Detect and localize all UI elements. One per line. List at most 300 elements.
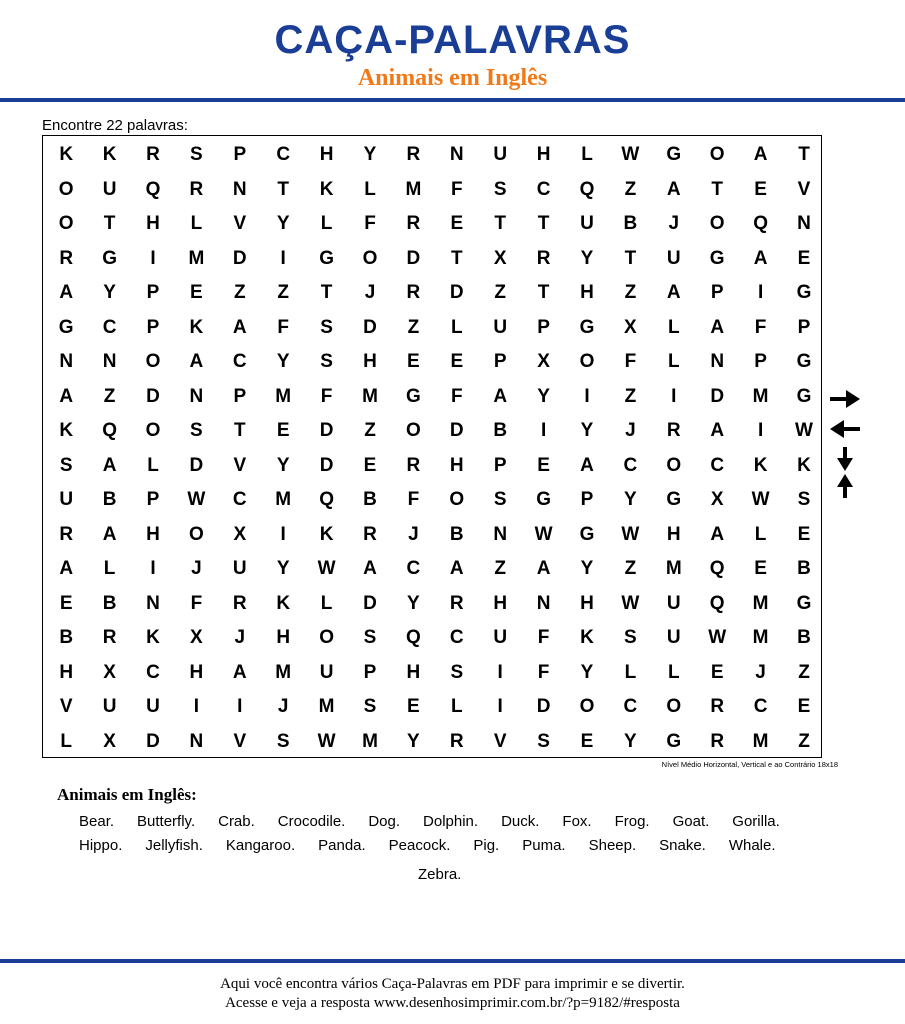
grid-cell: D [319,420,334,441]
grid-cell: K [146,627,160,648]
grid-cell: Q [319,489,334,510]
grid-cell: I [757,420,764,441]
grid-cell: S [190,420,203,441]
grid-cell: Y [103,282,116,303]
grid-cell: Z [624,178,637,200]
grid-cell: N [797,213,811,234]
grid-cell: S [190,144,203,165]
grid-cell: A [710,420,725,441]
grid-cell: Z [494,282,506,303]
grid-cell: B [493,420,508,441]
grid-cell: H [536,144,551,165]
grid-cell: E [407,696,420,717]
word-list-title: Animais em Inglês: [57,785,197,804]
grid-cell: Q [405,627,421,648]
grid-cell: K [580,627,594,648]
grid-cell: Z [364,420,376,441]
grid-row [43,551,821,586]
grid-cell: T [320,282,333,303]
grid-cell: N [59,351,74,372]
grid-cell: G [405,385,421,407]
grid-cell: I [150,558,156,579]
grid-cell: U [493,316,508,338]
grid-cell: L [320,213,333,234]
grid-cell: F [754,316,767,338]
grid-cell: Q [753,213,768,234]
grid-cell: P [493,351,507,372]
grid-cell: X [493,247,507,269]
grid-cell: H [189,661,204,683]
header-divider [0,98,905,102]
grid-cell: Z [233,282,246,303]
grid-cell: Z [494,558,506,579]
grid-cell: F [450,178,463,200]
grid-cell: J [364,282,376,303]
grid-cell: I [497,696,503,717]
grid-cell: O [145,351,161,372]
grid-cell: Q [579,178,595,200]
word-list-item: Panda. [318,837,366,854]
grid-cell: C [536,178,551,200]
grid-cell: T [798,144,810,165]
grid-cell: Y [276,351,290,372]
grid-cell: P [710,282,724,303]
grid-cell: G [666,489,682,510]
grid-cell: R [449,730,464,752]
grid-cell: E [797,247,811,269]
grid-cell: R [102,627,117,648]
grid-cell: J [277,696,289,717]
grid-cell: L [450,316,463,338]
grid-cell: H [580,282,594,303]
grid-cell: G [58,316,74,338]
grid-cell: H [580,592,594,614]
arrow-up-icon [828,473,862,499]
grid-cell: N [536,592,551,614]
grid-cell: N [232,178,247,200]
grid-cell: Q [709,558,725,579]
grid-cell: K [797,454,811,476]
grid-cell: W [751,489,770,510]
grid-cell: A [710,316,725,338]
grid-cell: L [581,144,593,165]
grid-cell: M [275,661,292,683]
grid-cell: A [363,558,377,579]
arrow-right-icon [828,388,862,410]
grid-cell: H [493,592,508,614]
grid-cell: D [189,454,204,476]
grid-cell: M [665,558,682,579]
grid-cell: S [624,627,637,648]
grid-row [43,517,821,552]
grid-cell: T [494,213,506,234]
grid-cell: O [405,420,421,441]
grid-cell: D [146,730,160,752]
grid-cell: U [146,696,160,717]
grid-cell: F [190,592,203,614]
grid-cell: R [536,247,551,269]
grid-cell: M [362,385,378,407]
grid-cell: L [364,178,376,200]
grid-cell: G [102,247,117,269]
grid-cell: W [621,523,640,545]
grid-row [43,137,821,172]
grid-cell: T [277,178,289,200]
word-list-item: Butterfly. [137,813,196,830]
grid-cell: S [537,730,550,752]
grid-cell: F [320,385,333,407]
grid-cell: E [59,592,73,614]
grid-cell: S [363,627,377,648]
grid-cell: M [752,592,769,614]
grid-cell: F [450,385,463,407]
grid-cell: M [275,489,292,510]
grid-cell: C [623,454,638,476]
grid-cell: T [624,247,637,269]
grid-cell: G [666,730,682,752]
word-list-item: Dolphin. [423,813,479,830]
word-list-item: Puma. [522,837,566,854]
grid-cell: O [58,178,74,200]
footer-text: Aqui você encontra vários Caça-Palavras em PDF para imprimir e se divertir. [220,976,685,992]
grid-cell: A [666,282,681,303]
grid-cell: P [580,489,594,510]
level-note: Nível Médio Horizontal, Vertical e ao Contrário 18x18 [661,760,838,769]
grid-cell: L [667,316,680,338]
grid-cell: J [755,661,766,683]
grid-cell: V [233,730,247,752]
grid-cell: E [276,420,290,441]
grid-cell: L [450,696,463,717]
grid-cell: O [579,696,595,717]
grid-cell: E [363,454,377,476]
grid-cell: S [276,730,290,752]
grid-cell: P [233,385,247,407]
grid-cell: C [232,351,247,372]
grid-cell: A [59,282,74,303]
grid-cell: O [449,489,465,510]
grid-cell: F [537,627,550,648]
grid-cell: L [103,558,116,579]
grid-cell: U [666,592,681,614]
arrow-left-icon [828,418,862,440]
grid-cell: R [59,523,74,545]
grid-cell: W [621,144,640,165]
grid-cell: R [363,523,377,545]
grid-cell: M [752,730,769,752]
grid-cell: P [146,282,160,303]
grid-cell: G [796,592,812,614]
word-list-item: Frog. [614,813,650,830]
grid-cell: E [754,558,767,579]
word-list-item: Sheep. [588,837,637,854]
grid-cell: D [232,247,247,269]
grid-cell: O [709,144,725,165]
grid-cell: Z [407,316,420,338]
grid-cell: B [363,489,377,510]
grid-cell: A [449,558,464,579]
grid-cell: X [710,489,724,510]
grid-cell: Y [276,213,290,234]
grid-cell: G [796,385,812,407]
grid-cell: R [406,282,421,303]
footer-divider [0,959,905,963]
word-list-item: Goat. [672,813,710,830]
grid-cell: R [666,420,681,441]
grid-cell: S [320,316,333,338]
grid-cell: J [668,213,680,234]
letter-grid [42,135,822,758]
grid-cell: H [59,661,74,683]
grid-cell: D [363,592,377,614]
grid-cell: M [362,730,378,752]
word-list-item: Bear. [79,813,115,830]
grid-cell: R [232,592,247,614]
grid-cell: A [232,661,247,683]
grid-cell: C [232,489,247,510]
grid-cell: S [450,661,464,683]
grid-cell: G [579,523,595,545]
grid-cell: J [191,558,202,579]
grid-cell: E [190,282,203,303]
grid-cell: E [754,178,767,200]
grid-cell: D [536,696,551,717]
grid-cell: C [146,661,160,683]
grid-cell: P [537,316,550,338]
grid-cell: S [320,351,333,372]
grid-cell: F [537,661,550,683]
grid-cell: U [580,213,594,234]
grid-cell: P [797,316,811,338]
grid-cell: E [797,523,811,545]
grid-cell: Q [145,178,161,200]
word-list-item: Hippo. [79,837,123,854]
grid-cell: W [187,489,206,510]
grid-cell: B [797,558,811,579]
grid-cell: Y [624,730,637,752]
grid-cell: N [449,144,464,165]
grid-cell: F [624,351,637,372]
grid-cell: O [319,627,334,648]
grid-cell: R [406,213,421,234]
grid-cell: O [145,420,161,441]
grid-cell: C [276,144,291,165]
grid-cell: U [493,627,508,648]
grid-cell: U [102,178,117,200]
grid-cell: K [102,144,117,165]
grid-cell: H [146,523,160,545]
word-list-item: Crocodile. [277,813,346,830]
grid-row [43,413,821,448]
grid-cell: B [59,627,74,648]
grid-cell: L [667,661,680,683]
grid-cell: J [408,523,419,545]
grid-cell: V [59,696,73,717]
grid-cell: Z [798,730,810,752]
grid-cell: Q [102,420,117,441]
grid-cell: L [60,730,72,752]
grid-cell: I [584,385,590,407]
grid-cell: Y [276,558,290,579]
grid-cell: C [102,316,117,338]
grid-row [43,586,821,621]
grid-cell: A [102,523,117,545]
grid-cell: A [753,247,768,269]
grid-cell: B [102,592,117,614]
grid-cell: C [406,558,421,579]
grid-row [43,344,821,379]
grid-cell: H [666,523,681,545]
grid-cell: T [537,213,550,234]
grid-cell: R [449,592,464,614]
grid-cell: J [234,627,246,648]
grid-cell: R [189,178,204,200]
grid-cell: U [232,558,247,579]
grid-cell: I [757,282,764,303]
grid-cell: K [276,592,291,614]
grid-cell: Y [580,661,594,683]
grid-cell: S [797,489,811,510]
grid-cell: S [493,178,507,200]
grid-cell: H [449,454,464,476]
grid-cell: N [189,730,204,752]
word-row [0,812,905,832]
grid-cell: K [59,144,74,165]
footer-link: Acesse e veja a resposta www.desenhosimprimir.com.br/?p=9182/#resposta [225,995,680,1011]
grid-cell: O [666,454,682,476]
grid-cell: V [233,213,247,234]
grid-cell: P [754,351,767,372]
grid-cell: U [666,247,681,269]
grid-cell: C [753,696,768,717]
instructions-text: Encontre 22 palavras: [42,117,188,134]
grid-row [43,620,821,655]
grid-row [43,241,821,276]
grid-cell: G [666,144,682,165]
grid-cell: G [319,247,334,269]
grid-cell: Z [624,282,637,303]
grid-row [43,482,821,517]
grid-cell: B [623,213,638,234]
grid-cell: I [150,247,156,269]
arrow-down-icon [828,446,862,472]
grid-cell: H [146,213,160,234]
grid-cell: Z [624,385,637,407]
grid-cell: L [754,523,767,545]
grid-cell: F [277,316,289,338]
word-list-item: Pig. [473,837,500,854]
grid-cell: Z [798,661,810,683]
grid-cell: V [797,178,811,200]
grid-cell: R [710,730,725,752]
grid-cell: H [406,661,421,683]
grid-cell: D [406,247,421,269]
word-list-item: Dog. [368,813,401,830]
grid-cell: G [579,316,595,338]
grid-cell: W [621,592,640,614]
grid-cell: E [450,213,464,234]
grid-cell: T [103,213,116,234]
grid-cell: B [797,627,811,648]
grid-cell: X [233,523,247,545]
grid-cell: S [493,489,507,510]
grid-cell: W [317,730,336,752]
grid-cell: T [450,247,463,269]
grid-cell: I [280,523,286,545]
grid-row [43,172,821,207]
word-list-item: Kangaroo. [225,837,296,854]
word-list-item: Crab. [218,813,255,830]
grid-cell: G [536,489,551,510]
grid-cell: L [320,592,333,614]
grid-cell: P [146,316,160,338]
grid-cell: P [233,144,247,165]
grid-cell: H [276,627,291,648]
grid-row [43,379,821,414]
grid-cell: N [102,351,117,372]
grid-cell: T [711,178,723,200]
grid-cell: D [449,282,464,303]
grid-cell: P [493,454,507,476]
word-list-item: Peacock. [388,837,451,854]
grid-cell: X [103,661,116,683]
grid-cell: X [103,730,116,752]
grid-cell: I [497,661,503,683]
grid-cell: T [537,282,550,303]
grid-cell: E [537,454,550,476]
grid-cell: D [146,385,160,407]
word-list-item: Zebra. [418,866,462,883]
grid-cell: Y [537,385,550,407]
grid-row [43,448,821,483]
grid-cell: C [449,627,464,648]
grid-cell: W [534,523,553,545]
grid-cell: L [147,454,159,476]
grid-cell: O [58,213,74,234]
grid-cell: Z [624,558,637,579]
grid-cell: A [580,454,594,476]
grid-cell: U [666,627,681,648]
grid-cell: M [275,385,292,407]
grid-cell: O [579,351,595,372]
grid-cell: H [363,351,377,372]
grid-cell: Z [277,282,289,303]
grid-cell: K [319,178,334,200]
grid-cell: I [237,696,243,717]
grid-cell: E [580,730,594,752]
grid-cell: K [189,316,204,338]
grid-cell: Y [580,420,594,441]
word-row [0,836,905,856]
grid-cell: K [319,523,334,545]
grid-cell: E [797,696,811,717]
grid-cell: X [537,351,550,372]
grid-cell: R [710,696,725,717]
word-list-item: Snake. [659,837,706,854]
grid-cell: T [233,420,246,441]
grid-cell: U [493,144,508,165]
grid-cell: A [666,178,681,200]
grid-cell: A [102,454,117,476]
grid-cell: C [710,454,725,476]
grid-cell: G [709,247,725,269]
grid-cell: W [317,558,336,579]
grid-cell: D [319,454,334,476]
grid-cell: S [59,454,73,476]
grid-cell: O [362,247,378,269]
grid-cell: E [450,351,464,372]
grid-cell: I [540,420,547,441]
